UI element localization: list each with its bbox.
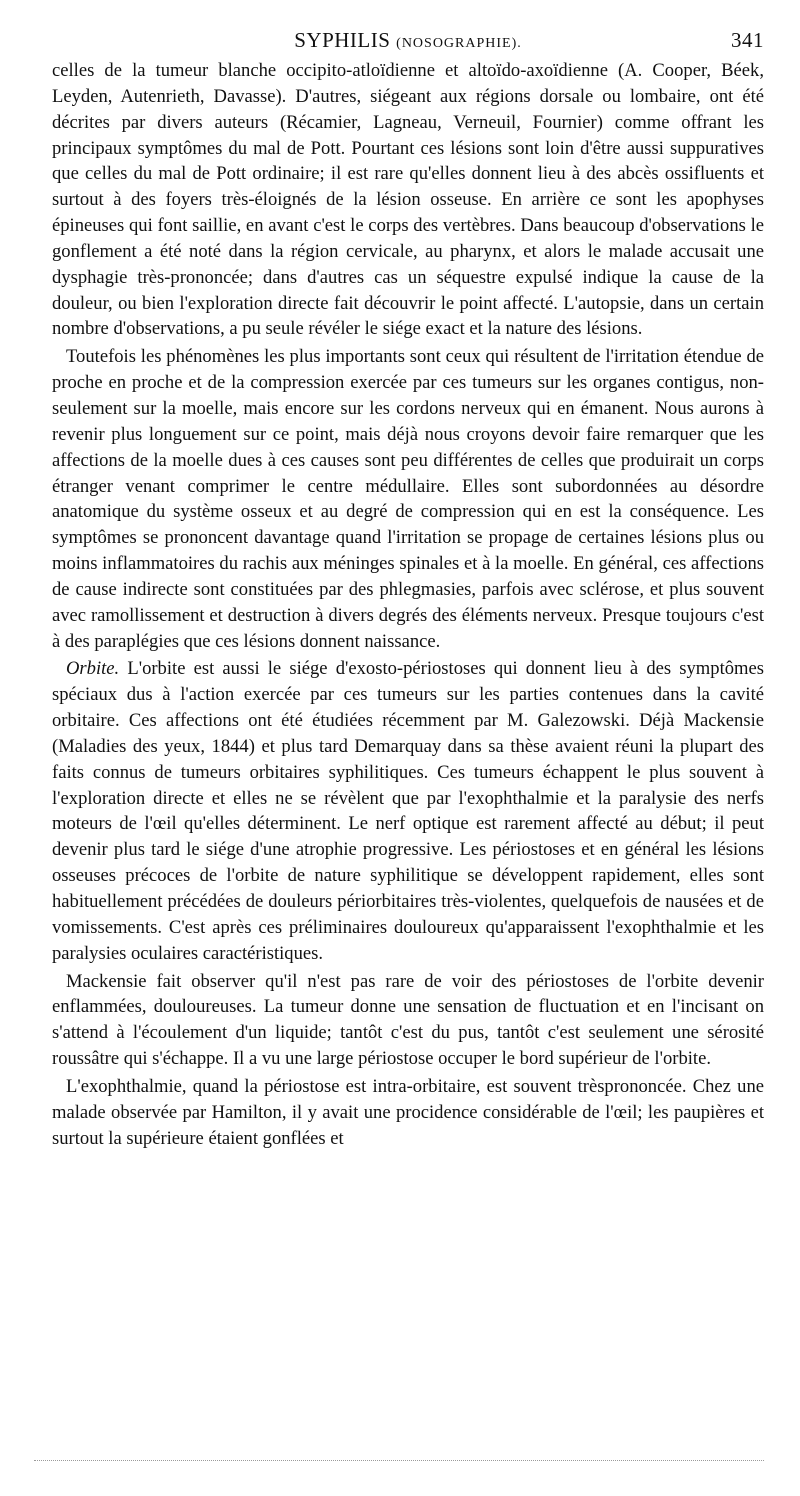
paragraph-mackensie: Mackensie fait observer qu'il n'est pas rare de voir des périostoses de l'orbite devenir enflammées, douloureuses. La tumeur donne une sensation de fluctuation et en l'incisant on s'attend à l'écoulement d'un liquide; tantôt c'est du pus, tantôt c'est seulement une sérosité roussâtre qui s'échappe. Il a vu une large périostose occuper le bord supérieur de l'orbite. (52, 970, 764, 1070)
running-title-sub: (NOSOGRAPHIE). (396, 36, 522, 51)
paragraph-orbite (52, 656, 764, 966)
page-number: 341 (731, 28, 764, 52)
paragraph-exophthalmie: L'exophthalmie, quand la périostose est intra-orbitaire, est souvent trèsprononcée. Chez une malade observée par Hamilton, il y avait une procidence considérable de l'œil; les paupières et surtout la supérieure étaient gonflées et (52, 1075, 764, 1149)
section-lead-orbite: Orbite. (66, 658, 120, 680)
running-title-main: SYPHILIS (294, 28, 391, 52)
paragraph-continuation: celles de la tumeur blanche occipito-atloïdienne et altoïdo-axoïdienne (A. Cooper, Béek, Leyden, Autenrieth, Davasse). D'autres, siégeant aux régions dorsale ou lombaire, ont été décrites par divers auteurs (Récamier, Lagneau, Verneuil, Fournier) comme offrant les principaux symptômes du mal de Pott. Pourtant ces lésions sont loin d'être aussi suppuratives que celles du mal de Pott ordinaire; il est rare qu'elles donnent lieu à des abcès ossifluents et surtout à des foyers très-éloignés de la lésion osseuse. En arrière ce sont les apophyses épineuses qui font saillie, en avant c'est le corps des vertèbres. Dans beaucoup d'observations le gonflement a été noté dans la région cervicale, au pharynx, et alors le malade accusait une dysphagie très-prononcée; dans d'autres cas un séquestre expulsé indique la cause de la douleur, ou bien l'exploration directe fait découvrir le point affecté. L'autopsie, dans un certain nombre d'observations, a pu seule révéler le siége exact et la nature des lésions. (52, 60, 764, 340)
running-title (52, 28, 764, 53)
running-head (52, 28, 764, 58)
paragraph-compression: Toutefois les phénomènes les plus importants sont ceux qui résultent de l'irritation étendue de proche en proche et de la compression exercée par ces tumeurs sur les organes contigus, non-seulement sur la moelle, mais encore sur les cordons nerveux qui en émanent. Nous aurons à revenir plus longuement sur ce point, mais déjà nous croyons devoir faire remarquer que les affections de la moelle dues à ces causes sont peu différentes de celles que produirait un corps étranger venant comprimer le centre médullaire. Elles sont subordonnées au désordre anatomique du système osseux et au degré de compression qui en est la conséquence. Les symptômes se prononcent davantage quand l'irritation se propage de certaines lésions plus ou moins inflammatoires du rachis aux méninges spinales et à la moelle. En général, ces affections de cause indirecte sont constituées par des phlegmasies, parfois avec sclérose, et plus souvent avec ramollissement et destruction à divers degrés des éléments nerveux. Presque toujours c'est à des paraplégies que ces lésions donnent naissance. (52, 346, 764, 652)
footer-dotted-rule (34, 1460, 764, 1461)
body-text (52, 58, 764, 1151)
paragraph-orbite-text: L'orbite est aussi le siége d'exosto-périostoses qui donnent lieu à des symptômes spéciaux dus à l'action exercée par ces tumeurs sur les parties contenues dans la cavité orbitaire. Ces affections ont été étudiées récemment par M. Galezowski. Déjà Mackensie (Maladies des yeux, 1844) et plus tard Demarquay dans sa thèse avaient réuni la plupart des faits connus de tumeurs orbitaires syphilitiques. Ces tumeurs échappent le plus souvent à l'exploration directe et elles ne se révèlent que par l'exophthalmie et la paralysie des nerfs moteurs de l'œil qu'elles déterminent. Le nerf optique est rarement affecté au début; il peut devenir plus tard le siége d'une atrophie progressive. Les périostoses et en général les lésions osseuses précoces de l'orbite de nature syphilitique se développent rapidement, elles sont habituellement précédées de douleurs périorbitaires très-violentes, quelquefois de nausées et de vomissements. C'est après ces préliminaires douloureux qu'apparaissent l'exophthalmie et les paralysies oculaires caractéristiques. (52, 658, 764, 964)
book-page (52, 28, 764, 1151)
